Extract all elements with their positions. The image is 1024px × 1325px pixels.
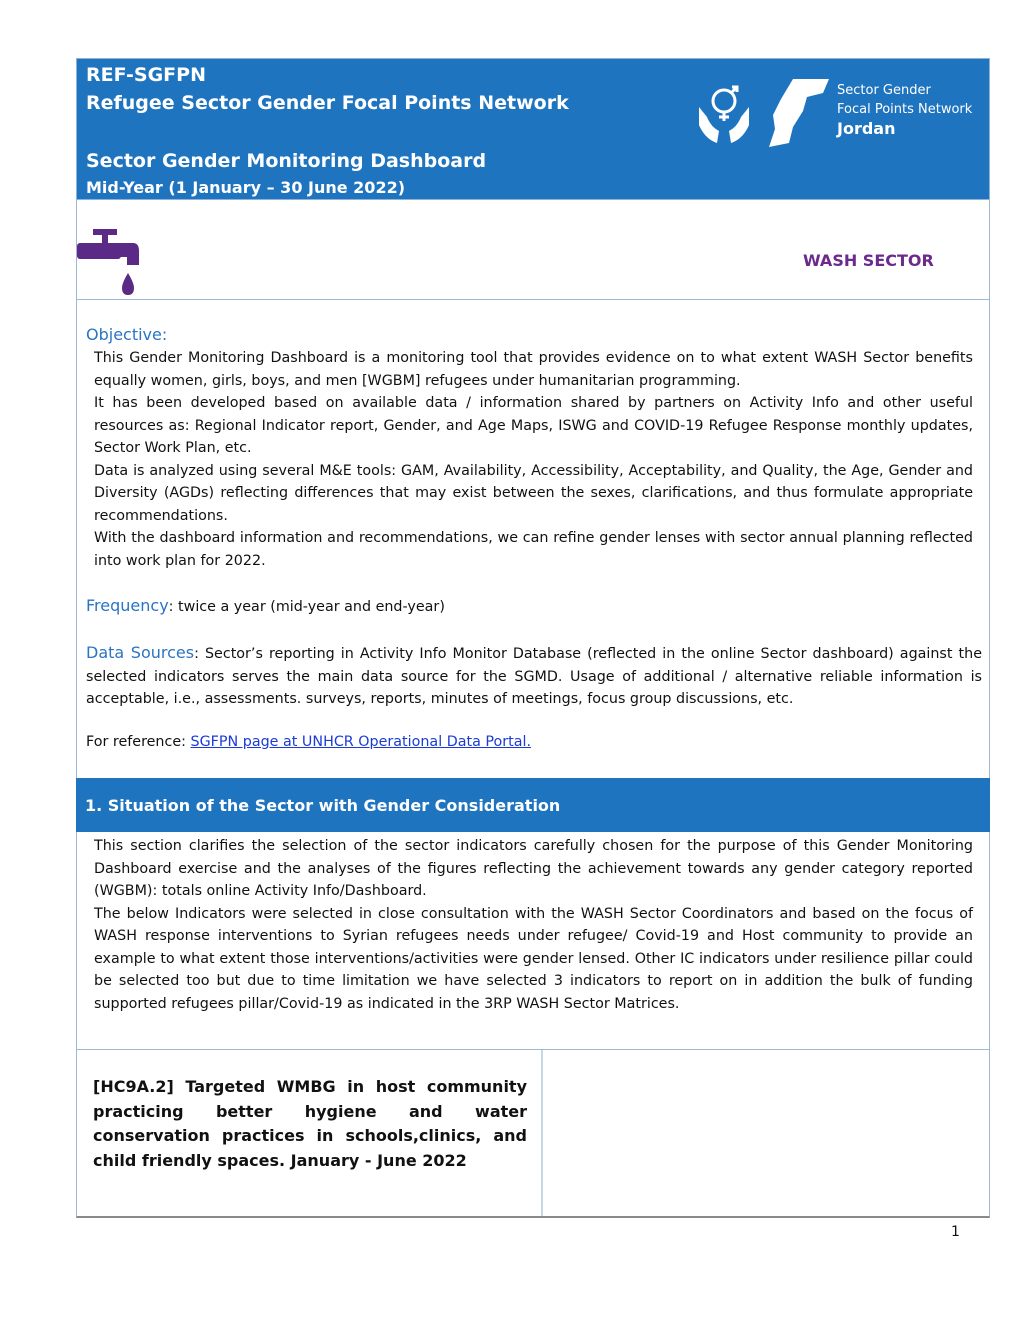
reference-prefix: For reference:: [86, 734, 191, 750]
indicator-text: [HC9A.2] Targeted WMBG in host community practicing better hygiene and water conservation practices in schools,clinics, and child friendly spaces. January - June 2022: [93, 1077, 527, 1170]
dashboard-title: Sector Gender Monitoring Dashboard: [86, 150, 487, 172]
jordan-map-logo-icon: [763, 77, 833, 151]
water-tap-icon: [77, 227, 141, 297]
data-sources-line: [86, 642, 982, 711]
network-acronym: REF-SGFPN: [86, 64, 206, 86]
report-header: [76, 58, 990, 200]
section-header: [76, 778, 990, 832]
section-paragraph: The below Indicators were selected in close consultation with the WASH Sector Coordinators and based on the focus of WASH response interventions to Syrian refugees needs under refugee/ Covid-19 and Host community to provide an example to what extent those interventions/activities were gender lensed. Other IC indicators under resilience pillar could be selected too but due to time limitation we have selected 3 indicators to report on in addition the bulk of funding supported refugees pillar/Covid-19 as indicated in the 3RP WASH Sector Matrices.: [94, 905, 973, 1012]
frequency-value: : twice a year (mid-year and end-year): [168, 599, 445, 615]
logo-text: [837, 81, 972, 138]
frequency-line: [86, 596, 445, 615]
logo-line-1: Sector Gender: [837, 83, 931, 98]
indicator-table-row: [76, 1050, 990, 1218]
objective-label: Objective:: [86, 325, 168, 344]
data-sources-label: Data Sources: [86, 643, 195, 662]
objective-paragraph: This Gender Monitoring Dashboard is a monitoring tool that provides evidence on to what extent WASH Sector benefits equally women, girls, boys, and men [WGBM] refugees under humanitarian programming.: [94, 350, 973, 389]
objective-paragraph: With the dashboard information and recommendations, we can refine gender lenses with sector annual planning reflected into work plan for 2022.: [94, 530, 973, 569]
sgfpn-portal-link[interactable]: SGFPN page at UNHCR Operational Data Portal.: [190, 734, 532, 750]
frequency-label: Frequency: [86, 596, 169, 615]
logo-line-2: Focal Points Network: [837, 102, 973, 117]
section-text: [94, 835, 973, 1015]
reference-line: [86, 734, 531, 750]
section-title: 1. Situation of the Sector with Gender Consideration: [85, 796, 561, 815]
sector-row: [76, 200, 990, 300]
page-number: 1: [951, 1224, 960, 1240]
objective-section: [76, 300, 990, 778]
indicator-cell: [77, 1050, 543, 1216]
reporting-period: Mid-Year (1 January – 30 June 2022): [86, 178, 406, 197]
data-sources-text: : Sector’s reporting in Activity Info Monitor Database (reflected in the online Sector dashboard) against the selected indicators serves the main data source for the SGMD. Usage of additional / alternative reliable information is acceptable, i.e., assessments. surveys, reports, minutes of meetings, focus group discussions, etc.: [86, 646, 983, 707]
objective-text: [94, 347, 973, 572]
logo-line-3: Jordan: [837, 119, 896, 138]
gender-hands-logo-icon: [695, 81, 753, 145]
section-body: [76, 832, 990, 1050]
objective-paragraph: Data is analyzed using several M&E tools: GAM, Availability, Accessibility, Acceptability, and Quality, the Age, Gender and Diversity (AGDs) reflecting differences that may exist between the sexes, clarifications, and thus formulate appropriate recommendations.: [94, 462, 973, 524]
network-name: Refugee Sector Gender Focal Points Network: [86, 92, 569, 114]
section-paragraph: This section clarifies the selection of the sector indicators carefully chosen for the purpose of this Gender Monitoring Dashboard exercise and the analyses of the figures reflecting the achievement towards any gender category reported (WGBM): totals online Activity Info/Dashboard.: [94, 838, 973, 899]
sector-title: WASH SECTOR: [803, 251, 934, 270]
objective-paragraph: It has been developed based on available data / information shared by partners on Activity Info and other useful resources as: Regional Indicator report, Gender, and Age Maps, ISWG and COVID-19 Refugee Response monthly updates, Sector Work Plan, etc.: [94, 395, 973, 456]
